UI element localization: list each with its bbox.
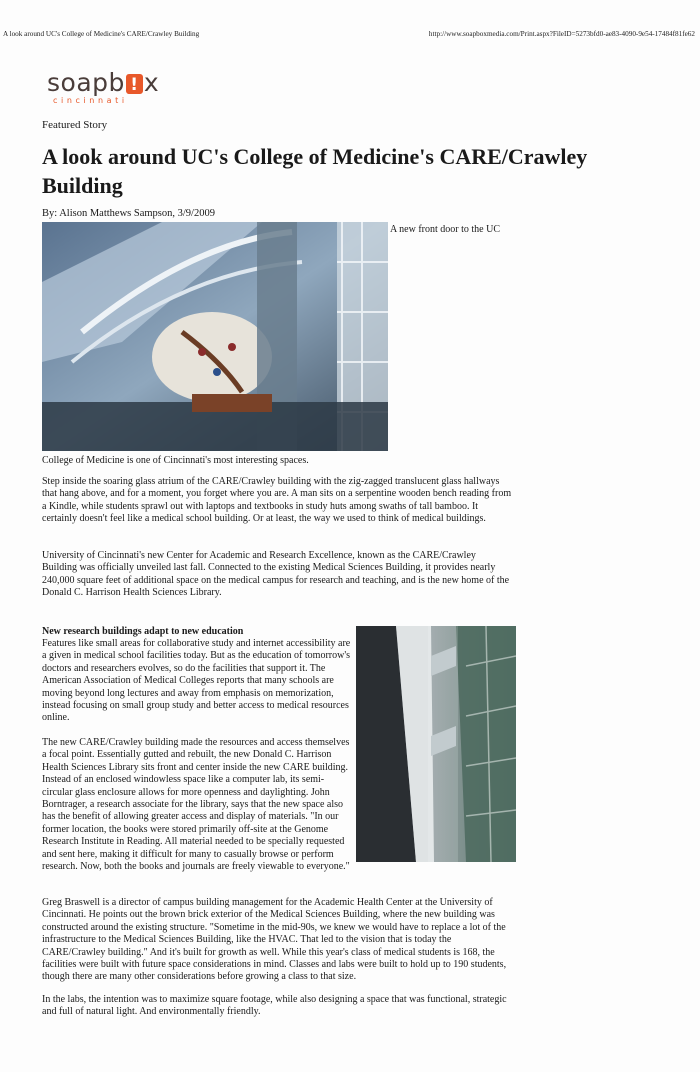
section-subhead: New research buildings adapt to new education [42, 626, 244, 637]
paragraph: Features like small areas for collaborative study and internet accessibility are a given in medical school facilities today. But as the education of tomorrow's doctors and researchers evolves, so do the facilities that support it. The American Association of Medical Colleges reports that many schools are moving beyond long lectures and away from emphasis on memorization, instead focusing on small group study and better access to medical resources online. [42, 638, 351, 724]
paragraph: The new CARE/Crawley building made the resources and access themselves a focal point. Essentially gutted and rebuilt, the new Donald C. Harrison Health Sciences Library sits front and center inside the new CARE building. Instead of an enclosed windowless space like a computer lab, its semi-circular glass enclosure allows for more openness and daylighting. John Borntrager, a research associate for the library, says that the new space also has the benefit of allowing greater access and display of materials. "In our former location, the books were stored primarily off-site at the Genome Research Institute in Reading. All material needed to be specially requested and sent here, making it difficult for many to casually browse or perform research. Now, both the books and journals are freely viewable to everyone." [42, 737, 350, 873]
soapbox-logo[interactable] [47, 70, 177, 110]
paragraph: University of Cincinnati's new Center for Academic and Research Excellence, known as the CARE/Crawley Building was officially unveiled last fall. Connected to the existing Medical Sciences Building, it provides nearly 240,000 square feet of additional space on the medical campus for research and teaching, and is the new home of the Donald C. Harrison Health Sciences Library. [42, 550, 510, 599]
library-photo [356, 626, 516, 862]
print-header-url: http://www.soapboxmedia.com/Print.aspx?FileID=5273bfd0-ae83-4090-9e54-17484f81fe62 [428, 30, 695, 38]
photo-side-text: A new front door to the UC [390, 224, 500, 235]
print-header [3, 30, 695, 42]
article-title: A look around UC's College of Medicine's CARE/Crawley Building [42, 144, 588, 198]
logo-word-left: soapb [47, 68, 125, 97]
section-label: Featured Story [42, 119, 108, 131]
print-header-title: A look around UC's College of Medicine's CARE/Crawley Building [3, 30, 200, 38]
logo-exclamation-icon [126, 74, 143, 94]
byline: By: Alison Matthews Sampson, 3/9/2009 [42, 208, 215, 219]
paragraph: In the labs, the intention was to maximize square footage, while also designing a space that was functional, strategic and full of natural light. And environmentally friendly. [42, 994, 507, 1018]
atrium-photo-illustration [42, 222, 388, 451]
paragraph: Step inside the soaring glass atrium of the CARE/Crawley building with the zig-zagged translucent glass hallways that hang above, and for a moment, you forget where you are. A man sits on a serpentine wooden bench reading from a Kindle, while students sprawl out with laptops and textbooks in study huts among swaths of tall bamboo. It certainly doesn't feel like a medical school building. Or at least, the way we used to think of medical buildings. [42, 476, 512, 525]
atrium-photo [42, 222, 388, 451]
logo-word-right: x [143, 68, 160, 97]
logo-subtitle: cincinnati [53, 96, 128, 105]
library-photo-illustration [356, 626, 516, 862]
photo-caption: College of Medicine is one of Cincinnati's most interesting spaces. [42, 455, 309, 466]
paragraph: Greg Braswell is a director of campus building management for the Academic Health Center at the University of Cincinnati. He points out the brown brick exterior of the Medical Sciences Building, where the new building was constructed around the existing structure. "Sometime in the mid-90s, we knew we would have to replace a lot of the infrastructure to the Medical Sciences Building, like the HVAC. That led to the vision that is today the CARE/Crawley building." And it's built for growth as well. While this year's class of medical students is 168, the facilities were built with future space considerations in mind. Classes and labs were built to hold up to 190 students, though there are many other considerations before growing a class to that size. [42, 897, 507, 983]
